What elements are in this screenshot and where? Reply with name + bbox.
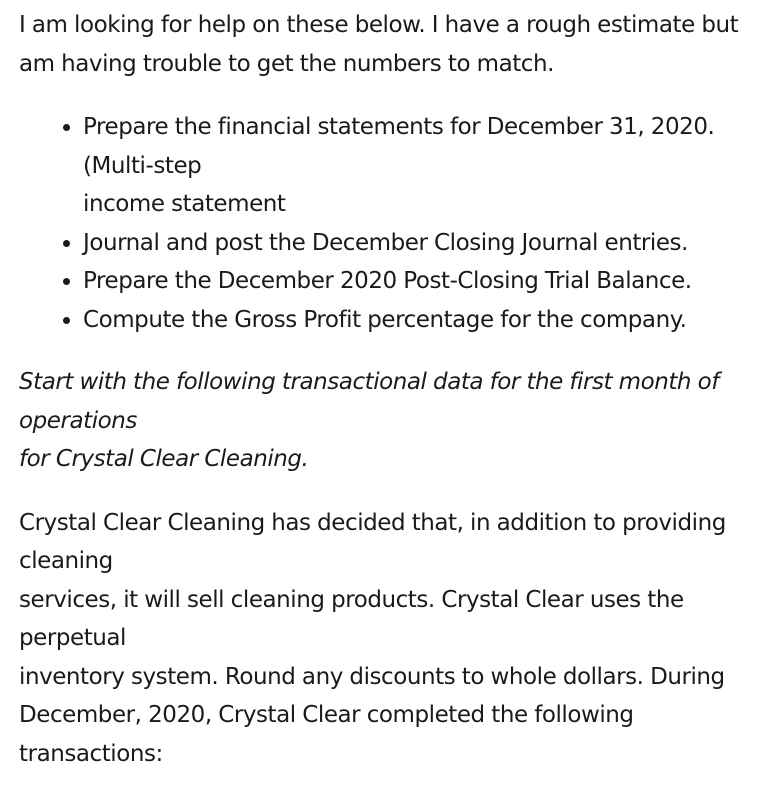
intro-line: am having trouble to get the numbers to match. xyxy=(19,50,554,77)
task-item-closing-entries xyxy=(19,224,751,263)
task-item-trial-balance xyxy=(19,262,751,301)
description-line: inventory system. Round any discounts to whole dollars. During xyxy=(19,663,725,690)
task-item-financial-statements xyxy=(19,108,751,224)
task-item-gross-profit xyxy=(19,301,751,340)
description-line: cleaning xyxy=(19,548,113,574)
task-line: Journal and post the December Closing Journal entries. xyxy=(83,229,688,256)
lead-in-line: Start with the following transactional data for the first month of xyxy=(19,369,719,395)
description-line: transactions: xyxy=(19,740,163,767)
task-line: (Multi-step xyxy=(83,152,202,179)
lead-in-paragraph xyxy=(19,363,751,479)
task-line: Compute the Gross Profit percentage for the company. xyxy=(83,306,687,333)
description-line: December, 2020, Crystal Clear completed the following xyxy=(19,702,634,728)
intro-line: I am looking for help on these below. I have a rough estimate but xyxy=(19,12,739,38)
lead-in-line: operations xyxy=(19,407,137,434)
description-paragraph xyxy=(19,504,751,774)
description-line: perpetual xyxy=(19,625,126,651)
intro-paragraph xyxy=(19,6,751,83)
description-line: services, it will sell cleaning products. Crystal Clear uses the xyxy=(19,586,684,613)
task-line: income statement xyxy=(83,191,286,217)
lead-in-line: for Crystal Clear Cleaning. xyxy=(19,446,309,472)
task-list xyxy=(19,108,751,339)
description-line: Crystal Clear Cleaning has decided that, in addition to providing xyxy=(19,509,726,536)
task-line: Prepare the December 2020 Post-Closing Trial Balance. xyxy=(83,268,692,294)
task-line: Prepare the financial statements for December 31, 2020. xyxy=(83,114,715,140)
